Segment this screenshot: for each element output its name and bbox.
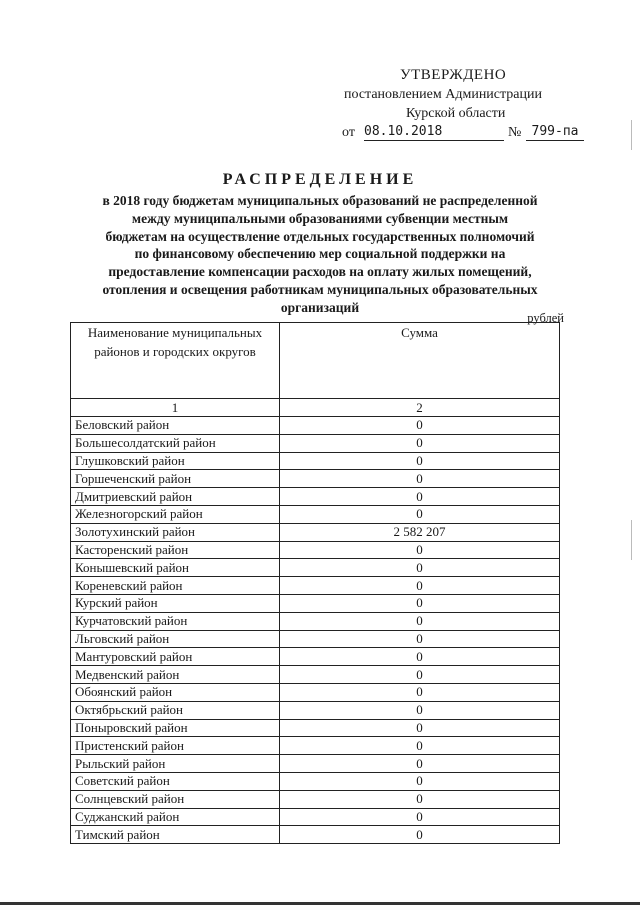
district-name: Курский район xyxy=(71,594,280,612)
column-header-amount: Сумма xyxy=(280,323,560,399)
table-row xyxy=(71,648,560,666)
district-amount: 0 xyxy=(280,826,560,844)
district-name: Поныровский район xyxy=(71,719,280,737)
table-row xyxy=(71,612,560,630)
currency-unit: рублей xyxy=(527,311,564,325)
column-header-name: Наименование муниципальных районов и городских округов xyxy=(71,323,280,399)
approval-date: 08.10.2018 xyxy=(364,123,504,141)
table-row xyxy=(71,719,560,737)
table-row xyxy=(71,523,560,541)
description-line: в 2018 году бюджетам муниципальных образований не распределенной xyxy=(102,193,538,208)
district-name: Мантуровский район xyxy=(71,648,280,666)
table-row xyxy=(71,505,560,523)
description-line: бюджетам на осуществление отдельных государственных полномочий xyxy=(105,228,535,244)
district-amount: 0 xyxy=(280,683,560,701)
district-amount: 0 xyxy=(280,755,560,773)
table-row xyxy=(71,808,560,826)
district-amount: 0 xyxy=(280,701,560,719)
district-name: Касторенский район xyxy=(71,541,280,559)
district-amount: 0 xyxy=(280,666,560,684)
district-name: Золотухинский район xyxy=(71,523,280,541)
description-line: организаций xyxy=(280,299,360,315)
district-name: Суджанский район xyxy=(71,808,280,826)
district-name: Медвенский район xyxy=(71,666,280,684)
district-amount: 0 xyxy=(280,630,560,648)
table-row xyxy=(71,417,560,435)
district-name: Тимский район xyxy=(71,826,280,844)
district-amount: 0 xyxy=(280,594,560,612)
document-description xyxy=(70,192,570,317)
district-amount: 0 xyxy=(280,719,560,737)
table-row xyxy=(71,594,560,612)
number-prefix: № xyxy=(508,125,522,140)
distribution-table xyxy=(70,322,560,844)
date-prefix: от xyxy=(342,125,355,140)
district-name: Обоянский район xyxy=(71,683,280,701)
district-amount: 0 xyxy=(280,488,560,506)
district-amount: 0 xyxy=(280,452,560,470)
district-name: Большесолдатский район xyxy=(71,434,280,452)
table-row xyxy=(71,772,560,790)
description-line: между муниципальными образованиями субвенции местным xyxy=(131,210,509,226)
scan-artifact xyxy=(631,520,632,560)
table-row xyxy=(71,541,560,559)
district-amount: 0 xyxy=(280,434,560,452)
district-amount: 0 xyxy=(280,417,560,435)
approval-number: 799-па xyxy=(526,123,584,141)
district-name: Солнцевский район xyxy=(71,790,280,808)
district-name: Дмитриевский район xyxy=(71,488,280,506)
description-line: предоставление компенсации расходов на оплату жилых помещений, xyxy=(108,264,532,280)
district-name: Рыльский район xyxy=(71,755,280,773)
district-amount: 0 xyxy=(280,648,560,666)
description-line: отопления и освещения работникам муниципальных образовательных xyxy=(102,281,538,297)
district-name: Конышевский район xyxy=(71,559,280,577)
approval-issuer: постановлением Администрации xyxy=(344,87,542,102)
district-amount: 0 xyxy=(280,808,560,826)
table-row xyxy=(71,434,560,452)
scan-artifact xyxy=(631,120,632,150)
table-row xyxy=(71,630,560,648)
district-name: Курчатовский район xyxy=(71,612,280,630)
district-name: Октябрьский район xyxy=(71,701,280,719)
district-amount: 0 xyxy=(280,505,560,523)
table-row xyxy=(71,755,560,773)
table-row xyxy=(71,701,560,719)
district-amount: 0 xyxy=(280,559,560,577)
district-amount: 0 xyxy=(280,737,560,755)
district-amount: 0 xyxy=(280,772,560,790)
district-amount: 0 xyxy=(280,612,560,630)
column-number: 2 xyxy=(280,399,560,417)
table-row xyxy=(71,470,560,488)
table-row xyxy=(71,559,560,577)
approval-date-line xyxy=(340,123,590,142)
table-row xyxy=(71,488,560,506)
table-row xyxy=(71,826,560,844)
table-row xyxy=(71,737,560,755)
document-title: РАСПРЕДЕЛЕНИЕ xyxy=(222,171,418,188)
table-row xyxy=(71,683,560,701)
table-header-row xyxy=(71,323,560,399)
table-row xyxy=(71,577,560,595)
district-name: Глушковский район xyxy=(71,452,280,470)
column-number-row xyxy=(71,399,560,417)
district-name: Горшеченский район xyxy=(71,470,280,488)
approval-stamp xyxy=(340,66,590,142)
district-name: Железногорский район xyxy=(71,505,280,523)
district-amount: 0 xyxy=(280,470,560,488)
district-amount: 2 582 207 xyxy=(280,523,560,541)
approval-title: УТВЕРЖДЕНО xyxy=(400,67,507,83)
table-row xyxy=(71,452,560,470)
document-heading xyxy=(70,170,570,317)
district-amount: 0 xyxy=(280,790,560,808)
district-name: Советский район xyxy=(71,772,280,790)
district-name: Беловский район xyxy=(71,417,280,435)
district-name: Льговский район xyxy=(71,630,280,648)
table-row xyxy=(71,666,560,684)
district-name: Кореневский район xyxy=(71,577,280,595)
district-name: Пристенский район xyxy=(71,737,280,755)
district-amount: 0 xyxy=(280,541,560,559)
description-line: по финансовому обеспечению мер социальной поддержки на xyxy=(134,246,506,262)
column-number: 1 xyxy=(71,399,280,417)
approval-region: Курской области xyxy=(406,106,506,121)
district-amount: 0 xyxy=(280,577,560,595)
table-row xyxy=(71,790,560,808)
